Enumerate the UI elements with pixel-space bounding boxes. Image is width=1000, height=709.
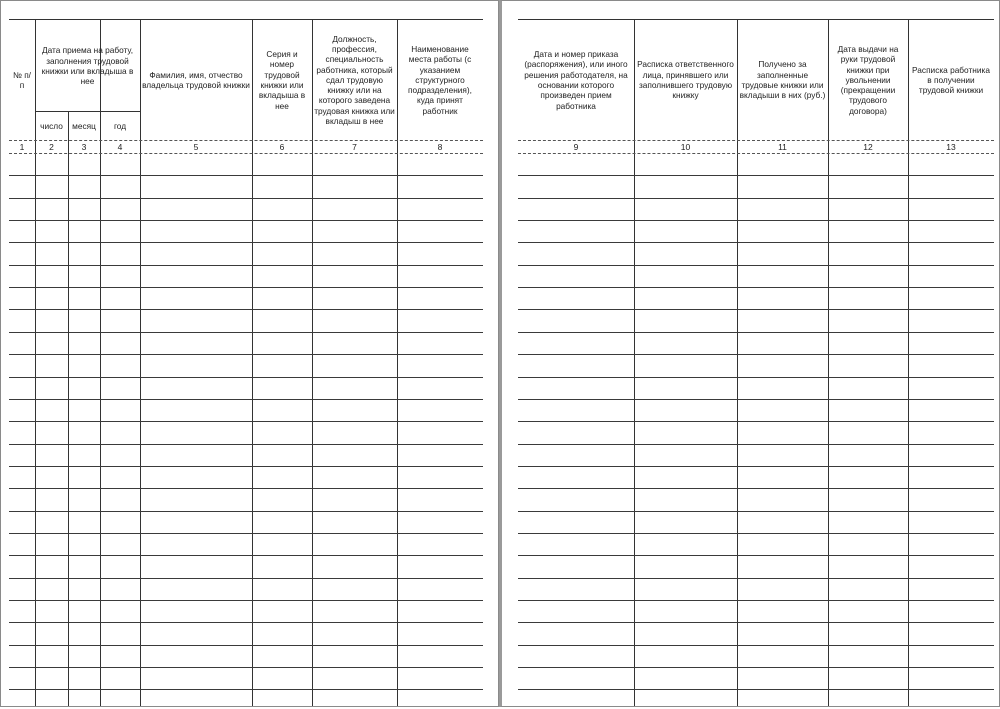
table-row-rule <box>518 578 994 579</box>
header-order: Дата и номер приказа (распоряжения), или иного решения работодателя, на основании которого произведен прием работника <box>524 49 628 111</box>
header-receipt-resp: Расписка ответственного лица, принявшего или заполнившего трудовую книжку <box>637 59 734 101</box>
column-number: 7 <box>352 142 357 152</box>
table-row-rule <box>9 466 483 467</box>
header-number: № п/п <box>12 69 31 90</box>
table-row-rule <box>518 444 994 445</box>
table-row-rule <box>9 198 483 199</box>
table-row-rule <box>518 421 994 422</box>
table-row-rule <box>9 600 483 601</box>
column-number: 11 <box>778 142 787 152</box>
table-row-rule <box>9 555 483 556</box>
right-table <box>502 1 999 706</box>
header-month: месяц <box>72 120 96 131</box>
table-row-rule <box>9 309 483 310</box>
top-rule <box>518 19 994 20</box>
header-workplace: Наименование места работы (с указанием структурного подразделения), куда принят работник <box>408 43 472 116</box>
column-number: 12 <box>863 142 873 152</box>
column-line <box>68 111 69 706</box>
table-row-rule <box>518 354 994 355</box>
column-number: 5 <box>193 142 199 152</box>
column-number: 1 <box>19 142 25 152</box>
table-row-rule <box>9 622 483 623</box>
header-issued: Дата выдачи на руки трудовой книжки при увольнении (прекращении трудового договора) <box>837 43 899 116</box>
table-row-rule <box>518 309 994 310</box>
column-number: 4 <box>117 142 123 152</box>
left-table <box>1 1 498 706</box>
header-rule <box>518 140 994 141</box>
header-fio: Фамилия, имя, отчество владельца трудовой книжки <box>142 69 250 90</box>
table-row-rule <box>518 220 994 221</box>
table-row-rule <box>9 332 483 333</box>
table-row-rule <box>9 175 483 176</box>
column-number: 13 <box>946 142 956 152</box>
table-row-rule <box>518 511 994 512</box>
numbers-rule <box>518 153 994 154</box>
header-receipt-worker: Расписка работника в получении трудовой книжки <box>912 64 990 96</box>
table-row-rule <box>9 265 483 266</box>
numbers-rule <box>9 153 483 154</box>
table-row-rule <box>518 175 994 176</box>
table-row-rule <box>518 399 994 400</box>
table-row-rule <box>9 287 483 288</box>
table-row-rule <box>9 488 483 489</box>
header-received: Получено за заполненные трудовые книжки или вкладыши в них (руб.) <box>739 59 826 101</box>
table-row-rule <box>518 600 994 601</box>
table-row-rule <box>518 377 994 378</box>
table-row-rule <box>9 399 483 400</box>
table-row-rule <box>9 444 483 445</box>
header-rule <box>9 140 483 141</box>
table-row-rule <box>9 220 483 221</box>
table-row-rule <box>9 689 483 690</box>
table-row-rule <box>518 667 994 668</box>
column-number: 10 <box>680 142 691 152</box>
table-row-rule <box>518 242 994 243</box>
table-row-rule <box>9 421 483 422</box>
table-row-rule <box>9 354 483 355</box>
table-row-rule <box>518 287 994 288</box>
table-row-rule <box>9 645 483 646</box>
header-series: Серия и номер трудовой книжки или вкладыша в нее <box>258 49 306 111</box>
table-row-rule <box>9 242 483 243</box>
header-date-group: Дата приема на работу, заполнения трудовой книжки или вкладыша в нее <box>41 45 134 87</box>
table-row-rule <box>9 377 483 378</box>
table-row-rule <box>518 466 994 467</box>
table-row-rule <box>9 667 483 668</box>
header-year: год <box>113 120 127 131</box>
header-day: число <box>40 120 63 131</box>
table-row-rule <box>518 555 994 556</box>
left-page <box>0 0 499 707</box>
table-row-rule <box>518 689 994 690</box>
table-row-rule <box>9 533 483 534</box>
table-row-rule <box>518 198 994 199</box>
column-number: 2 <box>49 142 54 152</box>
header-position: Должность, профессия, специальность работника, который сдал трудовую книжку или на которого заведена трудовая книжка или вкладыш в нее <box>314 33 395 127</box>
table-row-rule <box>518 622 994 623</box>
table-row-rule <box>9 578 483 579</box>
column-number: 9 <box>573 142 579 152</box>
table-row-rule <box>518 265 994 266</box>
table-row-rule <box>518 332 994 333</box>
top-rule <box>9 19 483 20</box>
table-row-rule <box>518 645 994 646</box>
subheader-rule <box>35 111 140 112</box>
table-row-rule <box>518 488 994 489</box>
right-page <box>499 0 1000 707</box>
column-number: 3 <box>81 142 87 152</box>
table-row-rule <box>518 533 994 534</box>
column-number: 8 <box>437 142 443 152</box>
column-number: 6 <box>279 142 285 152</box>
table-row-rule <box>9 511 483 512</box>
